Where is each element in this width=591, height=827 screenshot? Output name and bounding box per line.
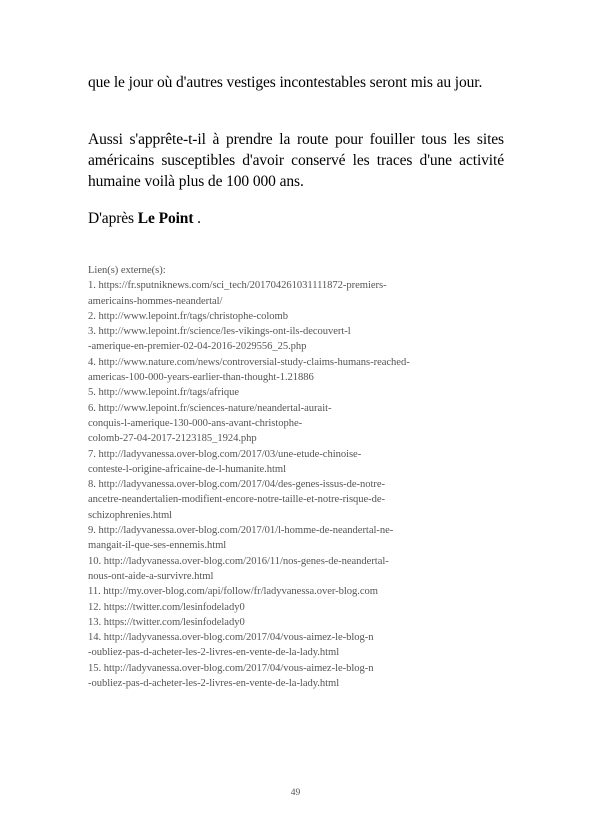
external-link-line[interactable]: conteste-l-origine-africaine-de-l-humanite.html — [88, 463, 286, 475]
source-name: Le Point — [137, 210, 194, 227]
external-link-line[interactable]: 10. http://ladyvanessa.over-blog.com/2016/11/nos-genes-de-neandertal- — [88, 555, 389, 567]
external-link-line[interactable]: ancetre-neandertalien-modifient-encore-notre-taille-et-notre-risque-de- — [88, 494, 386, 506]
external-link-line[interactable]: -amerique-en-premier-02-04-2016-2029556_25.php — [88, 341, 307, 353]
external-link-line[interactable]: 3. http://www.lepoint.fr/science/les-vikings-ont-ils-decouvert-l — [88, 326, 351, 338]
external-link-line[interactable]: 15. http://ladyvanessa.over-blog.com/2017/04/vous-aimez-le-blog-n — [88, 662, 374, 674]
external-link-line[interactable]: mangait-il-que-ses-ennemis.html — [88, 540, 227, 552]
external-link-line[interactable]: americas-100-000-years-earlier-than-thought-1.21886 — [88, 372, 314, 384]
external-link-line[interactable]: 13. https://twitter.com/lesinfodelady0 — [88, 616, 245, 628]
external-link-line[interactable]: schizophrenies.html — [88, 509, 173, 521]
external-link-line[interactable]: 7. http://ladyvanessa.over-blog.com/2017/03/une-etude-chinoise- — [88, 448, 362, 460]
external-link-line[interactable]: -oubliez-pas-d-acheter-les-2-livres-en-vente-de-la-lady.html — [88, 678, 340, 690]
page-number: 49 — [290, 788, 301, 798]
external-links-list — [88, 278, 498, 691]
external-link-line[interactable]: 6. http://www.lepoint.fr/sciences-nature/neandertal-aurait- — [88, 402, 332, 414]
source-attribution — [88, 208, 504, 229]
external-link-line[interactable]: 4. http://www.nature.com/news/controversial-study-claims-humans-reached- — [88, 356, 410, 368]
external-link-line[interactable]: 14. http://ladyvanessa.over-blog.com/2017/04/vous-aimez-le-blog-n — [88, 632, 374, 644]
source-prefix: D'après — [88, 210, 134, 227]
paragraph-search-plan: Aussi s'apprête-t-il à prendre la route pour fouiller tous les sites américains susceptibles d'avoir conservé les traces d'une activité humaine voilà plus de 100 000 ans. — [88, 131, 504, 190]
external-link-line[interactable]: 11. http://my.over-blog.com/api/follow/fr/ladyvanessa.over-blog.com — [88, 586, 378, 598]
external-link-line[interactable]: 8. http://ladyvanessa.over-blog.com/2017/04/des-genes-issus-de-notre- — [88, 479, 386, 491]
external-link-line[interactable]: 9. http://ladyvanessa.over-blog.com/2017/01/l-homme-de-neandertal-ne- — [88, 525, 394, 537]
paragraph-conclusion: que le jour où d'autres vestiges incontestables seront mis au jour. — [88, 74, 483, 91]
external-link-line[interactable]: conquis-l-amerique-130-000-ans-avant-christophe- — [88, 417, 303, 429]
external-link-line[interactable]: 12. https://twitter.com/lesinfodelady0 — [88, 601, 245, 613]
external-link-line[interactable]: colomb-27-04-2017-2123185_1924.php — [88, 433, 257, 445]
external-links-section — [88, 263, 498, 691]
external-link-line[interactable]: nous-ont-aide-a-survivre.html — [88, 570, 214, 582]
external-links-heading: Lien(s) externe(s): — [88, 265, 166, 276]
external-link-line[interactable]: 1. https://fr.sputniknews.com/sci_tech/201704261031111872-premiers- — [88, 280, 387, 292]
external-link-line[interactable]: 5. http://www.lepoint.fr/tags/afrique — [88, 387, 240, 399]
external-link-line[interactable]: -oubliez-pas-d-acheter-les-2-livres-en-vente-de-la-lady.html — [88, 647, 340, 659]
external-link-line[interactable]: americains-hommes-neandertal/ — [88, 295, 223, 307]
external-link-line[interactable]: 2. http://www.lepoint.fr/tags/christophe-colomb — [88, 310, 288, 322]
source-suffix: . — [197, 210, 201, 227]
